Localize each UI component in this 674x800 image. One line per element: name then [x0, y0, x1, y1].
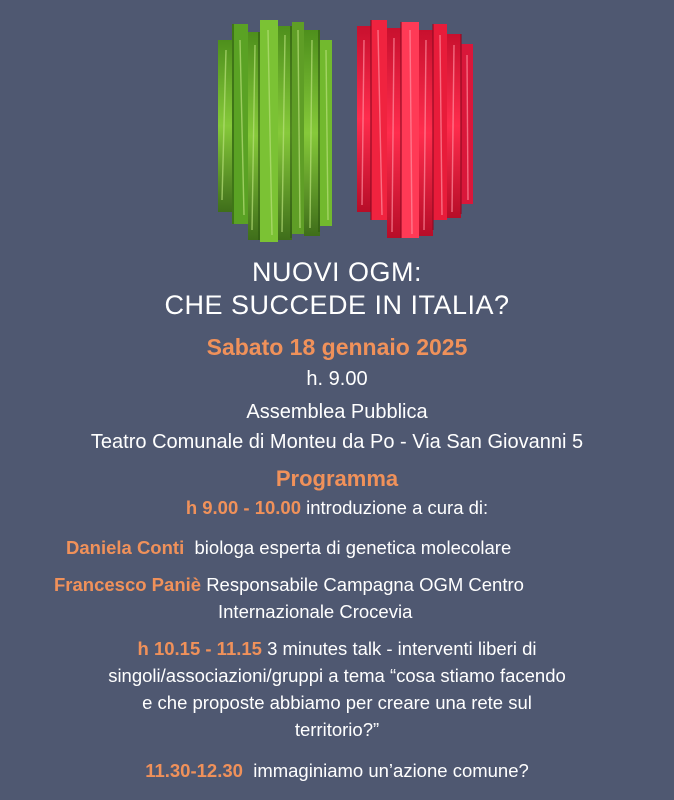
speaker-2-role-line1: Responsabile Campagna OGM Centro [206, 574, 524, 595]
talk-line-1 [0, 638, 674, 660]
title-line-1: NUOVI OGM: [251, 257, 422, 287]
speaker-1-name: Daniela Conti [66, 537, 185, 558]
intro-time: h 9.00 - 10.00 [185, 497, 301, 518]
talk-text-1: 3 minutes talk - interventi liberi di [267, 638, 537, 659]
talk-line-4: territorio?” [294, 719, 380, 740]
closing-time: 11.30-12.30 [145, 760, 243, 781]
grass-italian-flag-icon [0, 0, 674, 250]
green-grass-block [218, 20, 332, 242]
speaker-1 [66, 534, 511, 561]
program-heading: Programma [275, 466, 399, 491]
event-venue: Teatro Comunale di Monteu da Po - Via San Giovanni 5 [90, 431, 584, 453]
closing-line [0, 760, 674, 782]
event-date: Sabato 18 gennaio 2025 [206, 334, 468, 360]
talk-line-2: singoli/associazioni/gruppi a tema “cosa stiamo facendo [108, 665, 566, 686]
talk-line-3: e che proposte abbiamo per creare una rete sul [142, 692, 532, 713]
program-intro [0, 497, 674, 519]
speaker-2-name: Francesco Paniè [54, 574, 202, 595]
event-time: h. 9.00 [306, 368, 368, 390]
event-kind: Assemblea Pubblica [246, 401, 428, 423]
speaker-2 [54, 571, 524, 598]
talk-time: h 10.15 - 11.15 [137, 638, 262, 659]
hero-image [0, 0, 674, 250]
title-line-2: CHE SUCCEDE IN ITALIA? [164, 290, 510, 320]
closing-text: immaginiamo un’azione comune? [253, 760, 529, 781]
red-grass-block [357, 20, 473, 238]
intro-text: introduzione a cura di: [306, 497, 489, 518]
speaker-2-role-line2: Internazionale Crocevia [218, 601, 413, 622]
speaker-1-role: biologa esperta di genetica molecolare [194, 537, 512, 558]
